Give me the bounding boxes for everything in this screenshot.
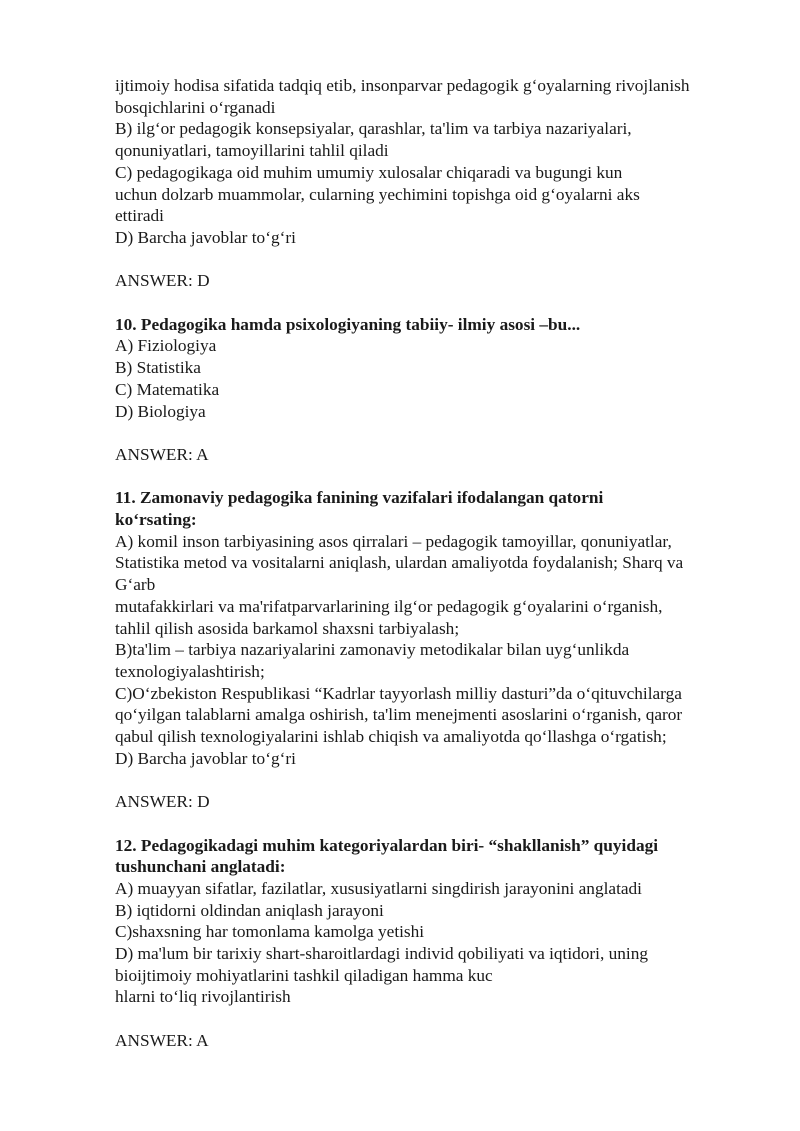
question-11-option-c: C)O‘zbekiston Respublikasi “Kadrlar tayyorlash milliy dasturi”da o‘qituvchilarga (115, 683, 682, 703)
question-9-line: bosqichlarini o‘rganadi (115, 97, 276, 117)
question-9-line: uchun dolzarb muammolar, cularning yechimini topishga oid g‘oyalarni aks (115, 184, 640, 204)
spacer (115, 813, 755, 835)
question-12 (115, 835, 755, 1052)
question-10-option-b: B) Statistika (115, 358, 201, 378)
question-11-line: qabul qilish texnologiyalarini ishlab chiqish va amaliyotda qo‘llashga o‘rgatish; (115, 727, 667, 747)
spacer (115, 466, 755, 488)
question-11-option-a: A) komil inson tarbiyasining asos qirralari – pedagogik tamoyillar, qonuniyatlar, (115, 531, 672, 551)
spacer (115, 292, 755, 314)
spacer (115, 422, 755, 444)
question-11-line: texnologiyalashtirish; (115, 661, 265, 681)
question-9-answer: ANSWER: D (115, 271, 210, 291)
spacer (115, 249, 755, 271)
question-12-answer: ANSWER: A (115, 1030, 209, 1050)
question-12-option-a: A) muayyan sifatlar, fazilatlar, xususiyatlarni singdirish jarayonini anglatadi (115, 878, 642, 898)
question-12-title: tushunchani anglatadi: (115, 857, 286, 877)
document-page (115, 75, 755, 1052)
question-9-option-c: C) pedagogikaga oid muhim umumiy xulosalar chiqaradi va bugungi kun (115, 162, 623, 182)
question-9-line: ettiradi (115, 206, 164, 226)
question-10-option-c: C) Matematika (115, 379, 220, 399)
question-12-option-b: B) iqtidorni oldindan aniqlash jarayoni (115, 900, 384, 920)
question-12-title: 12. Pedagogikadagi muhim kategoriyalardan biri- “shakllanish” quyidagi (115, 835, 659, 855)
question-10-title: 10. Pedagogika hamda psixologiyaning tabiiy- ilmiy asosi –bu... (115, 314, 581, 334)
question-10-option-d: D) Biologiya (115, 401, 206, 421)
question-11-option-d: D) Barcha javoblar to‘g‘ri (115, 748, 296, 768)
question-11-line: qo‘yilgan talablarni amalga oshirish, ta'lim menejmenti asoslarini o‘rganish, qaror (115, 705, 683, 725)
question-11-title: 11. Zamonaviy pedagogika fanining vazifalari ifodalangan qatorni (115, 488, 604, 508)
question-10-option-a: A) Fiziologiya (115, 336, 217, 356)
question-11-line: mutafakkirlari va ma'rifatparvarlarining ilg‘or pedagogik g‘oyalarini o‘rganish, (115, 596, 663, 616)
question-11-line: tahlil qilish asosida barkamol shaxsni tarbiyalash; (115, 618, 460, 638)
question-11 (115, 487, 755, 813)
question-11-line: G‘arb (115, 575, 156, 595)
question-12-line: bioijtimoiy mohiyatlarini tashkil qiladigan hamma kuc (115, 965, 493, 985)
question-12-option-d: D) ma'lum bir tarixiy shart-sharoitlardagi individ qobiliyati va iqtidori, uning (115, 944, 648, 964)
question-10 (115, 314, 755, 466)
question-12-line: hlarni to‘liq rivojlantirish (115, 987, 291, 1007)
question-9-option-b: B) ilg‘or pedagogik konsepsiyalar, qarashlar, ta'lim va tarbiya nazariyalari, (115, 119, 632, 139)
question-9-option-d: D) Barcha javoblar to‘g‘ri (115, 227, 296, 247)
spacer (115, 769, 755, 791)
question-12-option-c: C)shaxsning har tomonlama kamolga yetishi (115, 922, 425, 942)
question-10-answer: ANSWER: A (115, 444, 209, 464)
question-11-title: ko‘rsating: (115, 510, 197, 529)
question-11-answer: ANSWER: D (115, 792, 210, 812)
question-9-line: ijtimoiy hodisa sifatida tadqiq etib, insonparvar pedagogik g‘oyalarning rivojlanish (115, 76, 690, 95)
question-11-line: Statistika metod va vositalarni aniqlash, ulardan amaliyotda foydalanish; Sharq va (115, 553, 684, 573)
spacer (115, 1008, 755, 1030)
question-9-options (115, 75, 755, 249)
question-11-option-b: B)ta'lim – tarbiya nazariyalarini zamonaviy metodikalar bilan uyg‘unlikda (115, 640, 630, 660)
question-9-line: qonuniyatlari, tamoyillarini tahlil qiladi (115, 141, 389, 161)
